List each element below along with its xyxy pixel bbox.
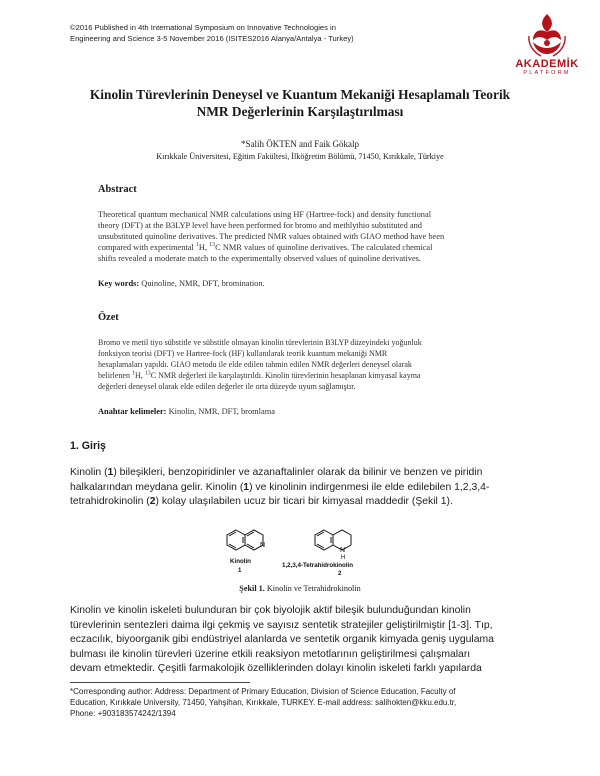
atom-label-nh: N [340, 547, 346, 554]
ozet-line: hesaplamaları yapıldı. GIAO metodu ile elde edilen tahmin edilen NMR değerleri deneysel olarak [98, 360, 412, 369]
title-line-1: Kinolin Türevlerinin Deneysel ve Kuantum Mekaniği Hesaplamalı Teorik [89, 87, 511, 102]
compound-number: 1 [243, 481, 250, 493]
body-line: devam etmektedir. Çeşitli farmakolojik özelliklerinden dolayı kinolin iskeleti farklı yapılarda [70, 663, 482, 674]
abstract-line: shifts revealed a moderate match to the experimentally observed values of quinoline derivatives. [98, 254, 422, 263]
atom-label-h: H [341, 555, 346, 561]
keywords-text: Quinoline, NMR, DFT, bromination. [141, 279, 265, 288]
compound-number: 1 [107, 467, 114, 478]
abstract-line-text: compared with experimental [98, 243, 194, 252]
atom-label-n: N [260, 542, 266, 549]
caption-text: Kinolin ve Tetrahidrokinolin [266, 584, 361, 593]
abstract-line-text: C NMR values of quinoline derivatives. The calculated chemical [215, 243, 433, 252]
abstract-line: theory (DFT) at the B3LYP level have been performed for bromo and methlythio substituted and [98, 221, 422, 230]
footnote-line: Education, Kırıkkale University, 71450, Yahşihan, Kırıkkale, TURKEY. E-mail address: salihokten@kku.edu.tr, [70, 698, 457, 707]
compound-number: 2 [149, 496, 156, 507]
abstract-line-text: H, [198, 243, 208, 252]
footnote-line: *Corresponding author: Address: Department of Primary Education, Division of Science Education, Faculty of [70, 687, 456, 696]
tetrahydroquinoline-structure [312, 528, 362, 560]
body-line: bulması ile kinolin türevleri üzerine etkili reaksiyon metotlarının geliştirilmesi çalışmaları [70, 648, 471, 660]
ozet-line [98, 370, 508, 381]
isotope-sup: 1 [195, 242, 199, 249]
figure-1 [220, 526, 390, 580]
anahtar-label: Anahtar kelimeler: [98, 407, 167, 416]
footnote [70, 686, 532, 719]
conference-line-2: Engineering and Science 3-5 November 2016 (ISITES2016 Alanya/Antalya - Turkey) [70, 34, 354, 43]
abstract-line: Theoretical quantum mechanical NMR calculations using HF (Hartree-fock) and density functional [98, 210, 432, 219]
ozet-line-text: belirlenen [98, 371, 130, 380]
keywords-label: Key words: [98, 279, 140, 288]
akademik-platform-logo [512, 10, 582, 84]
conference-line-1: ©2016 Published in 4th International Symposium on Innovative Technologies in [70, 23, 336, 32]
ozet-line: fonksiyon teorisi (DFT) ve Hartree-fock (HF) kullanılarak teorik kuantum mekaniği NMR [98, 349, 388, 358]
title-line-2: NMR Değerlerinin Karşılaştırılması [196, 104, 404, 119]
isotope-sup: 13 [144, 370, 151, 377]
abstract-line [98, 242, 508, 253]
section-heading-giris: 1. Giriş [70, 440, 106, 452]
body-line [70, 495, 532, 510]
figure-label-1: Kinolin [230, 558, 251, 565]
isotope-sup: 13 [209, 242, 216, 249]
conference-info [70, 22, 470, 44]
body-line [70, 466, 532, 481]
intro-paragraph-2 [70, 604, 532, 677]
body-text: tetrahidrokinolin ( [70, 496, 150, 507]
anahtar-text: Kinolin, NMR, DFT, bromlama [168, 407, 275, 416]
body-line: türevlerinin sentezleri daima ilgi çekmiş ve sayısız sentetik stratejiler geliştirilmiştir [1-3]. Tıp, [70, 619, 493, 631]
body-text: ) bileşikleri, benzopiridinler ve azanaftalinler olarak da bilinir ve benzen ve piridin [113, 467, 483, 478]
ozet-line: değerleri deneysel olarak elde edilen değerler ile orta düzeyde uyum sağlamıştır. [98, 382, 356, 391]
figure-caption [60, 583, 540, 594]
body-text: Kinolin ( [70, 467, 108, 478]
ozet-line-text: H, [134, 371, 143, 380]
figure-number-2: 2 [338, 570, 342, 577]
body-text: ) ve kinolinin indirgenmesi ile elde edilebilen 1,2,3,4- [249, 481, 490, 493]
ozet-line-text: C NMR değerleri ile karşılaştırıldı. Kinolin türevlerinin hesaplanan kimyasal kayma [150, 371, 421, 380]
abstract-heading: Abstract [98, 184, 137, 195]
intro-paragraph-1 [70, 466, 532, 510]
footnote-divider [70, 682, 250, 683]
figure-label-2: 1,2,3,4-Tetrahidrokinolin [282, 562, 354, 569]
body-line: eczacılık, biyoorganik gibi endüstriyel alanlarda ve sentetik organik kimyada geniş uygulama [70, 634, 494, 645]
ozet-body [98, 337, 508, 392]
footnote-line: Phone: +903183574242/1394 [70, 709, 176, 718]
logo-subtitle: PLATFORM [523, 70, 571, 76]
body-text: ) kolay ulaşılabilen ucuz bir ticari bir kimyasal maddedir (Şekil 1). [155, 496, 453, 507]
isotope-sup: 1 [131, 370, 135, 377]
keywords [98, 278, 508, 289]
figure-number-1: 1 [238, 567, 242, 574]
abstract-body [98, 209, 508, 264]
body-line [70, 481, 532, 496]
abstract-line: unsubstituted quinoline derivatives. The predicted NMR values obtained with GIAO method have been [98, 232, 445, 241]
logo-word: AKADEMİK [515, 58, 579, 70]
body-text: halkalarından meydana gelir. Kinolin ( [70, 481, 244, 493]
quinoline-structure [224, 528, 274, 560]
authors: *Salih ÖKTEN and Faik Gökalp [241, 139, 359, 149]
ozet-heading: Özet [98, 312, 119, 323]
body-line: Kinolin ve kinolin iskeleti bulunduran bir çok biyolojik aktif bileşik bulunduğundan kinolin [70, 605, 471, 616]
paper-title [60, 86, 540, 120]
ozet-line: Bromo ve metil tiyo sübstitle ve sübstitle olmayan kinolin türevlerinin B3LYP düzeyindeki yoğunluk [98, 338, 422, 347]
caption-label: Şekil 1. [239, 584, 265, 593]
logo-emblem-icon [525, 10, 569, 58]
anahtar-kelimeler [98, 406, 508, 417]
affiliation: Kırıkkale Üniversitesi, Eğitim Fakültesi, İlköğretim Bölümü, 71450, Kırıkkale, Türkiye [156, 152, 444, 161]
